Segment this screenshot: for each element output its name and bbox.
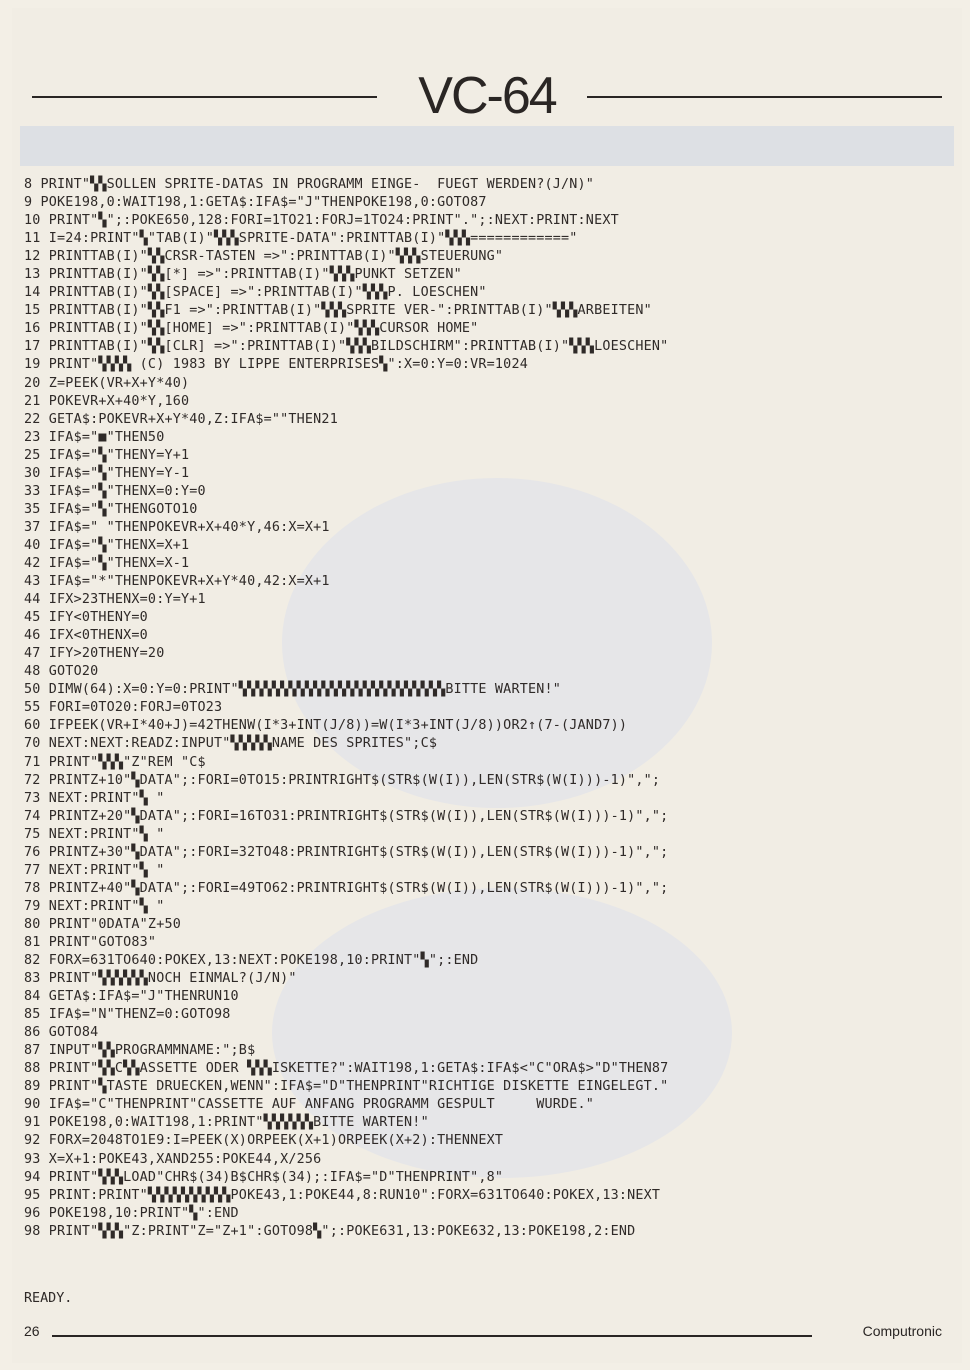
code-line: 98 PRINT"▚▚▚"Z:PRINT"Z="Z+1":GOTO98▚";:POKE631,13:POKE632,13:POKE198,2:END	[24, 1223, 636, 1239]
code-line: 55 FORI=0TO20:FORJ=0TO23	[24, 700, 223, 716]
code-line: 94 PRINT"▚▚▚LOAD"CHR$(34)B$CHR$(34);:IFA$="D"THENPRINT",8"	[24, 1169, 504, 1185]
code-line: 47 IFY>20THENY=20	[24, 646, 165, 662]
masthead-title: VC-64	[418, 67, 556, 125]
masthead-row	[32, 64, 942, 134]
code-line: 83 PRINT"▚▚▚▚▚▚NOCH EINMAL?(J/N)"	[24, 971, 297, 987]
code-line: 92 FORX=2048TO1E9:I=PEEK(X)ORPEEK(X+1)ORPEEK(X+2):THENNEXT	[24, 1133, 504, 1149]
code-line: 16 PRINTTAB(I)"▚▚[HOME] =>":PRINTTAB(I)"▚▚▚CURSOR HOME"	[24, 321, 479, 337]
code-line: 35 IFA$="▚"THENGOTO10	[24, 501, 198, 517]
ready-prompt: READY.	[24, 1291, 73, 1306]
code-line: 73 NEXT:PRINT"▚ "	[24, 790, 165, 806]
code-line: 44 IFX>23THENX=0:Y=Y+1	[24, 592, 206, 608]
code-line: 8 PRINT"▚▚SOLLEN SPRITE-DATAS IN PROGRAMM EINGE- FUEGT WERDEN?(J/N)"	[24, 177, 595, 192]
code-line: 40 IFA$="▚"THENX=X+1	[24, 537, 190, 553]
code-line: 60 IFPEEK(VR+I*40+J)=42THENW(I*3+INT(J/8))=W(I*3+INT(J/8))OR2↑(7-(JAND7))	[24, 718, 628, 734]
code-line: 93 X=X+1:POKE43,XAND255:POKE44,X/256	[24, 1151, 322, 1167]
code-line: 10 PRINT"▚";:POKE650,128:FORI=1TO21:FORJ=1TO24:PRINT".";:NEXT:PRINT:NEXT	[24, 213, 619, 229]
code-line: 86 GOTO84	[24, 1025, 99, 1041]
code-line: 17 PRINTTAB(I)"▚▚[CLR] =>":PRINTTAB(I)"▚▚▚BILDSCHIRM":PRINTTAB(I)"▚▚▚LOESCHEN"	[24, 339, 669, 355]
code-line: 71 PRINT"▚▚▚"Z"REM "C$	[24, 754, 206, 770]
footer-rule	[52, 1335, 812, 1337]
code-line: 19 PRINT"▚▚▚▚ (C) 1983 BY LIPPE ENTERPRISES▚":X=0:Y=0:VR=1024	[24, 357, 528, 373]
publisher-name: Computronic	[862, 1323, 942, 1339]
code-line: 81 PRINT"GOTO83"	[24, 934, 157, 950]
code-line: 87 INPUT"▚▚PROGRAMMNAME:";B$	[24, 1043, 256, 1059]
page-footer	[24, 1323, 942, 1343]
code-line: 78 PRINTZ+40"▚DATA";:FORI=49TO62:PRINTRIGHT$(STR$(W(I)),LEN(STR$(W(I)))-1)",";	[24, 880, 669, 896]
code-line: 77 NEXT:PRINT"▚ "	[24, 862, 165, 878]
code-line: 9 POKE198,0:WAIT198,1:GETA$:IFA$="J"THENPOKE198,0:GOTO87	[24, 195, 487, 211]
code-line: 20 Z=PEEK(VR+X+Y*40)	[24, 375, 190, 391]
masthead-rule-right	[587, 96, 942, 98]
code-line: 23 IFA$="■"THEN50	[24, 429, 165, 445]
magazine-page	[12, 8, 962, 1363]
code-line: 11 I=24:PRINT"▚"TAB(I)"▚▚▚SPRITE-DATA":PRINTTAB(I)"▚▚▚============"	[24, 231, 578, 247]
code-line: 14 PRINTTAB(I)"▚▚[SPACE] =>":PRINTTAB(I)"▚▚▚P. LOESCHEN"	[24, 285, 487, 301]
code-line: 46 IFX<0THENX=0	[24, 628, 148, 644]
code-line: 76 PRINTZ+30"▚DATA";:FORI=32TO48:PRINTRIGHT$(STR$(W(I)),LEN(STR$(W(I)))-1)",";	[24, 844, 669, 860]
code-line: 80 PRINT"0DATA"Z+50	[24, 916, 181, 932]
page-number: 26	[24, 1323, 40, 1339]
code-line: 22 GETA$:POKEVR+X+Y*40,Z:IFA$=""THEN21	[24, 411, 338, 427]
basic-program-listing	[24, 176, 942, 1241]
code-line: 96 POKE198,10:PRINT"▚":END	[24, 1205, 239, 1221]
code-line: 84 GETA$:IFA$="J"THENRUN10	[24, 989, 239, 1005]
code-line: 75 NEXT:PRINT"▚ "	[24, 826, 165, 842]
code-line: 37 IFA$=" "THENPOKEVR+X+40*Y,46:X=X+1	[24, 519, 330, 535]
code-line: 90 IFA$="C"THENPRINT"CASSETTE AUF ANFANG PROGRAMM GESPULT WURDE."	[24, 1097, 595, 1113]
code-line: 30 IFA$="▚"THENY=Y-1	[24, 465, 190, 481]
code-line: 70 NEXT:NEXT:READZ:INPUT"▚▚▚▚▚NAME DES SPRITES";C$	[24, 736, 438, 752]
code-line: 88 PRINT"▚▚C▚▚ASSETTE ODER ▚▚▚ISKETTE?":WAIT198,1:GETA$:IFA$<"C"ORA$>"D"THEN87	[24, 1061, 669, 1077]
code-line: 33 IFA$="▚"THENX=0:Y=0	[24, 483, 206, 499]
code-line: 45 IFY<0THENY=0	[24, 610, 148, 626]
code-line: 13 PRINTTAB(I)"▚▚[*] =>":PRINTTAB(I)"▚▚▚PUNKT SETZEN"	[24, 267, 462, 283]
code-line: 50 DIMW(64):X=0:Y=0:PRINT"▚▚▚▚▚▚▚▚▚▚▚▚▚▚▚▚▚▚▚▚▚▚▚▚▚BITTE WARTEN!"	[24, 682, 562, 698]
masthead-rule-left	[32, 96, 377, 98]
code-line: 74 PRINTZ+20"▚DATA";:FORI=16TO31:PRINTRIGHT$(STR$(W(I)),LEN(STR$(W(I)))-1)",";	[24, 808, 669, 824]
code-line: 89 PRINT"▚TASTE DRUECKEN,WENN":IFA$="D"THENPRINT"RICHTIGE DISKETTE EINGELEGT."	[24, 1079, 669, 1095]
code-line: 79 NEXT:PRINT"▚ "	[24, 898, 165, 914]
code-line: 43 IFA$="*"THENPOKEVR+X+Y*40,42:X=X+1	[24, 574, 330, 590]
code-line: 25 IFA$="▚"THENY=Y+1	[24, 447, 190, 463]
code-line: 21 POKEVR+X+40*Y,160	[24, 393, 190, 409]
code-line: 95 PRINT:PRINT"▚▚▚▚▚▚▚▚▚▚POKE43,1:POKE44,8:RUN10":FORX=631TO640:POKEX,13:NEXT	[24, 1187, 661, 1203]
code-line: 15 PRINTTAB(I)"▚▚F1 =>":PRINTTAB(I)"▚▚▚SPRITE VER-":PRINTTAB(I)"▚▚▚ARBEITEN"	[24, 303, 652, 319]
code-line: 48 GOTO20	[24, 664, 99, 680]
code-line: 72 PRINTZ+10"▚DATA";:FORI=0TO15:PRINTRIGHT$(STR$(W(I)),LEN(STR$(W(I)))-1)",";	[24, 772, 661, 788]
code-line: 85 IFA$="N"THENZ=0:GOTO98	[24, 1007, 231, 1023]
code-line: 82 FORX=631TO640:POKEX,13:NEXT:POKE198,10:PRINT"▚";:END	[24, 953, 479, 969]
code-line: 12 PRINTTAB(I)"▚▚CRSR-TASTEN =>":PRINTTAB(I)"▚▚▚STEUERUNG"	[24, 249, 504, 265]
code-line: 42 IFA$="▚"THENX=X-1	[24, 555, 190, 571]
code-line: 91 POKE198,0:WAIT198,1:PRINT"▚▚▚▚▚▚BITTE WARTEN!"	[24, 1115, 429, 1131]
